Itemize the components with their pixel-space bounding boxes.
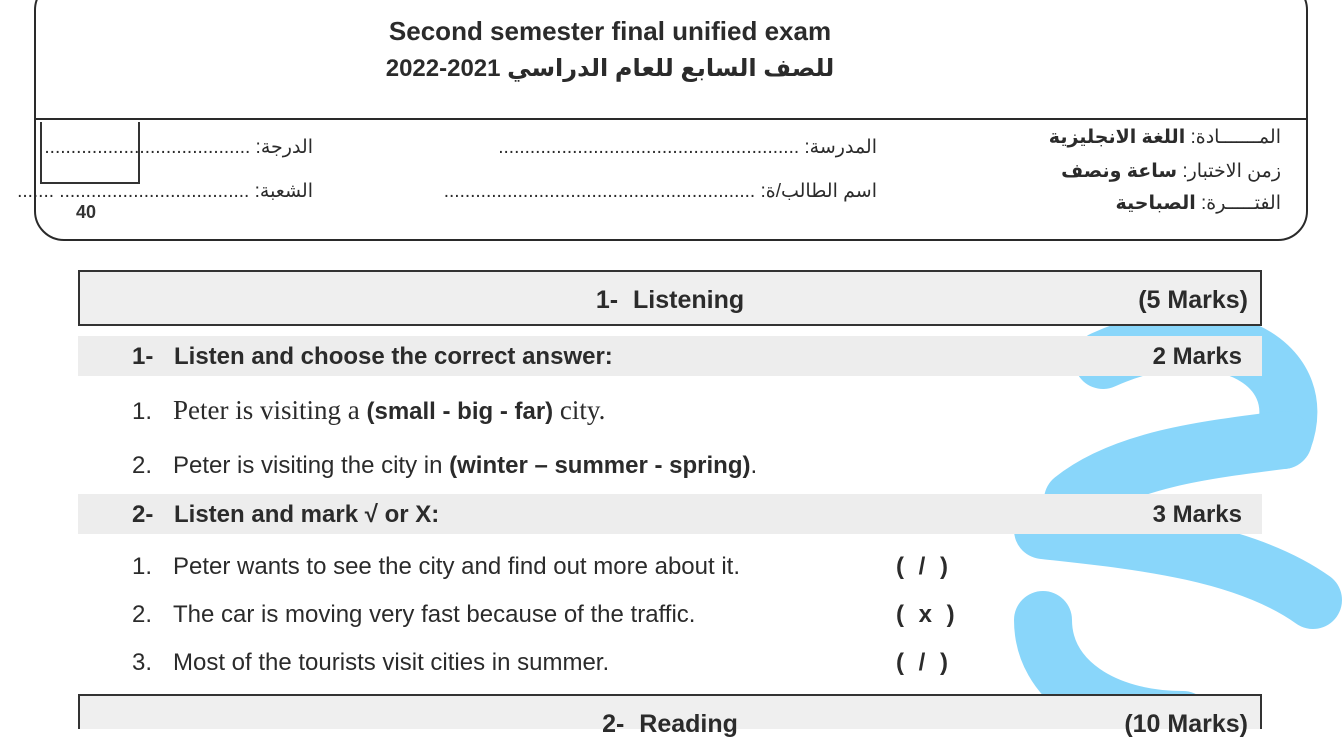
class-field[interactable]: الشعبة: .................................... ....... (17, 181, 313, 202)
section-reading-marks: (10 Marks) (1124, 710, 1248, 738)
task1-q1-before: Peter is visiting a (173, 395, 367, 425)
subject-line (1049, 126, 1281, 149)
task1-q1-after: city. (553, 395, 606, 425)
shift-value: الصباحية (1115, 193, 1196, 214)
shift-label: الفتـــــرة: (1201, 193, 1281, 214)
task1-title: Listen and choose the correct answer: (174, 343, 613, 370)
total-marks: 40 (76, 202, 97, 222)
task1-q2-before: Peter is visiting the city in (173, 452, 450, 479)
task2-q1-number: 1. (132, 553, 153, 580)
school-field[interactable]: المدرسة: ......................................................... (498, 137, 877, 158)
grade-field[interactable]: الدرجة: ....................................... (44, 137, 313, 158)
subject-value: اللغة الانجليزية (1048, 127, 1186, 148)
section-listening-marks: (5 Marks) (1138, 286, 1248, 314)
task2-q3-text: Most of the tourists visit cities in summer. (173, 649, 610, 676)
task1-q1-number: 1. (132, 398, 153, 425)
section-reading-number: 2- (602, 710, 625, 738)
section-reading-name: Reading (639, 710, 738, 738)
task2-q1-text: Peter wants to see the city and find out more about it. (173, 553, 740, 580)
section-listening-number: 1- (595, 286, 619, 314)
subject-label: المـــــــادة: (1190, 127, 1281, 148)
task2-bar (78, 494, 1262, 534)
student-name-field[interactable]: اسم الطالب/ة: ........................................................... (443, 181, 877, 202)
task2-title: Listen and mark √ or X: (174, 501, 440, 528)
exam-subtitle: للصف السابع للعام الدراسي 2021-2022 (385, 55, 835, 82)
task1-bar (78, 336, 1262, 376)
task2-q3-number: 3. (132, 649, 153, 676)
task1-q1-options[interactable]: (small - big - far) (366, 398, 554, 425)
task1-q2-text (173, 452, 757, 480)
section-reading-bar (78, 694, 1262, 738)
exam-title: Second semester final unified exam (388, 16, 832, 46)
task2-q1-answer[interactable]: ( / ) (896, 553, 952, 580)
task1-q2-options[interactable]: (winter – summer - spring) (449, 452, 751, 479)
task1-marks: 2 Marks (1152, 343, 1242, 370)
duration-label: زمن الاختبار: (1182, 161, 1281, 182)
task1-q1-text (173, 395, 605, 426)
section-reading-title (80, 710, 1260, 739)
duration-line (1061, 160, 1281, 183)
task2-q2-text: The car is moving very fast because of the traffic. (173, 601, 696, 628)
task2-q2-number: 2. (132, 601, 153, 628)
shift-line (1116, 192, 1281, 215)
section-listening-title (80, 286, 1260, 315)
duration-value: ساعة ونصف (1061, 161, 1178, 182)
section-listening-name: Listening (633, 286, 745, 314)
task1-q2-number: 2. (132, 452, 153, 479)
section-listening-bar (78, 270, 1262, 326)
task2-number: 2- (132, 501, 154, 528)
task2-marks: 3 Marks (1152, 501, 1242, 528)
task1-number: 1- (132, 343, 154, 370)
task2-q3-answer[interactable]: ( / ) (896, 649, 952, 676)
task2-q2-answer[interactable]: ( x ) (896, 601, 959, 628)
task1-q2-after: . (750, 452, 758, 479)
header-divider (34, 118, 1308, 120)
